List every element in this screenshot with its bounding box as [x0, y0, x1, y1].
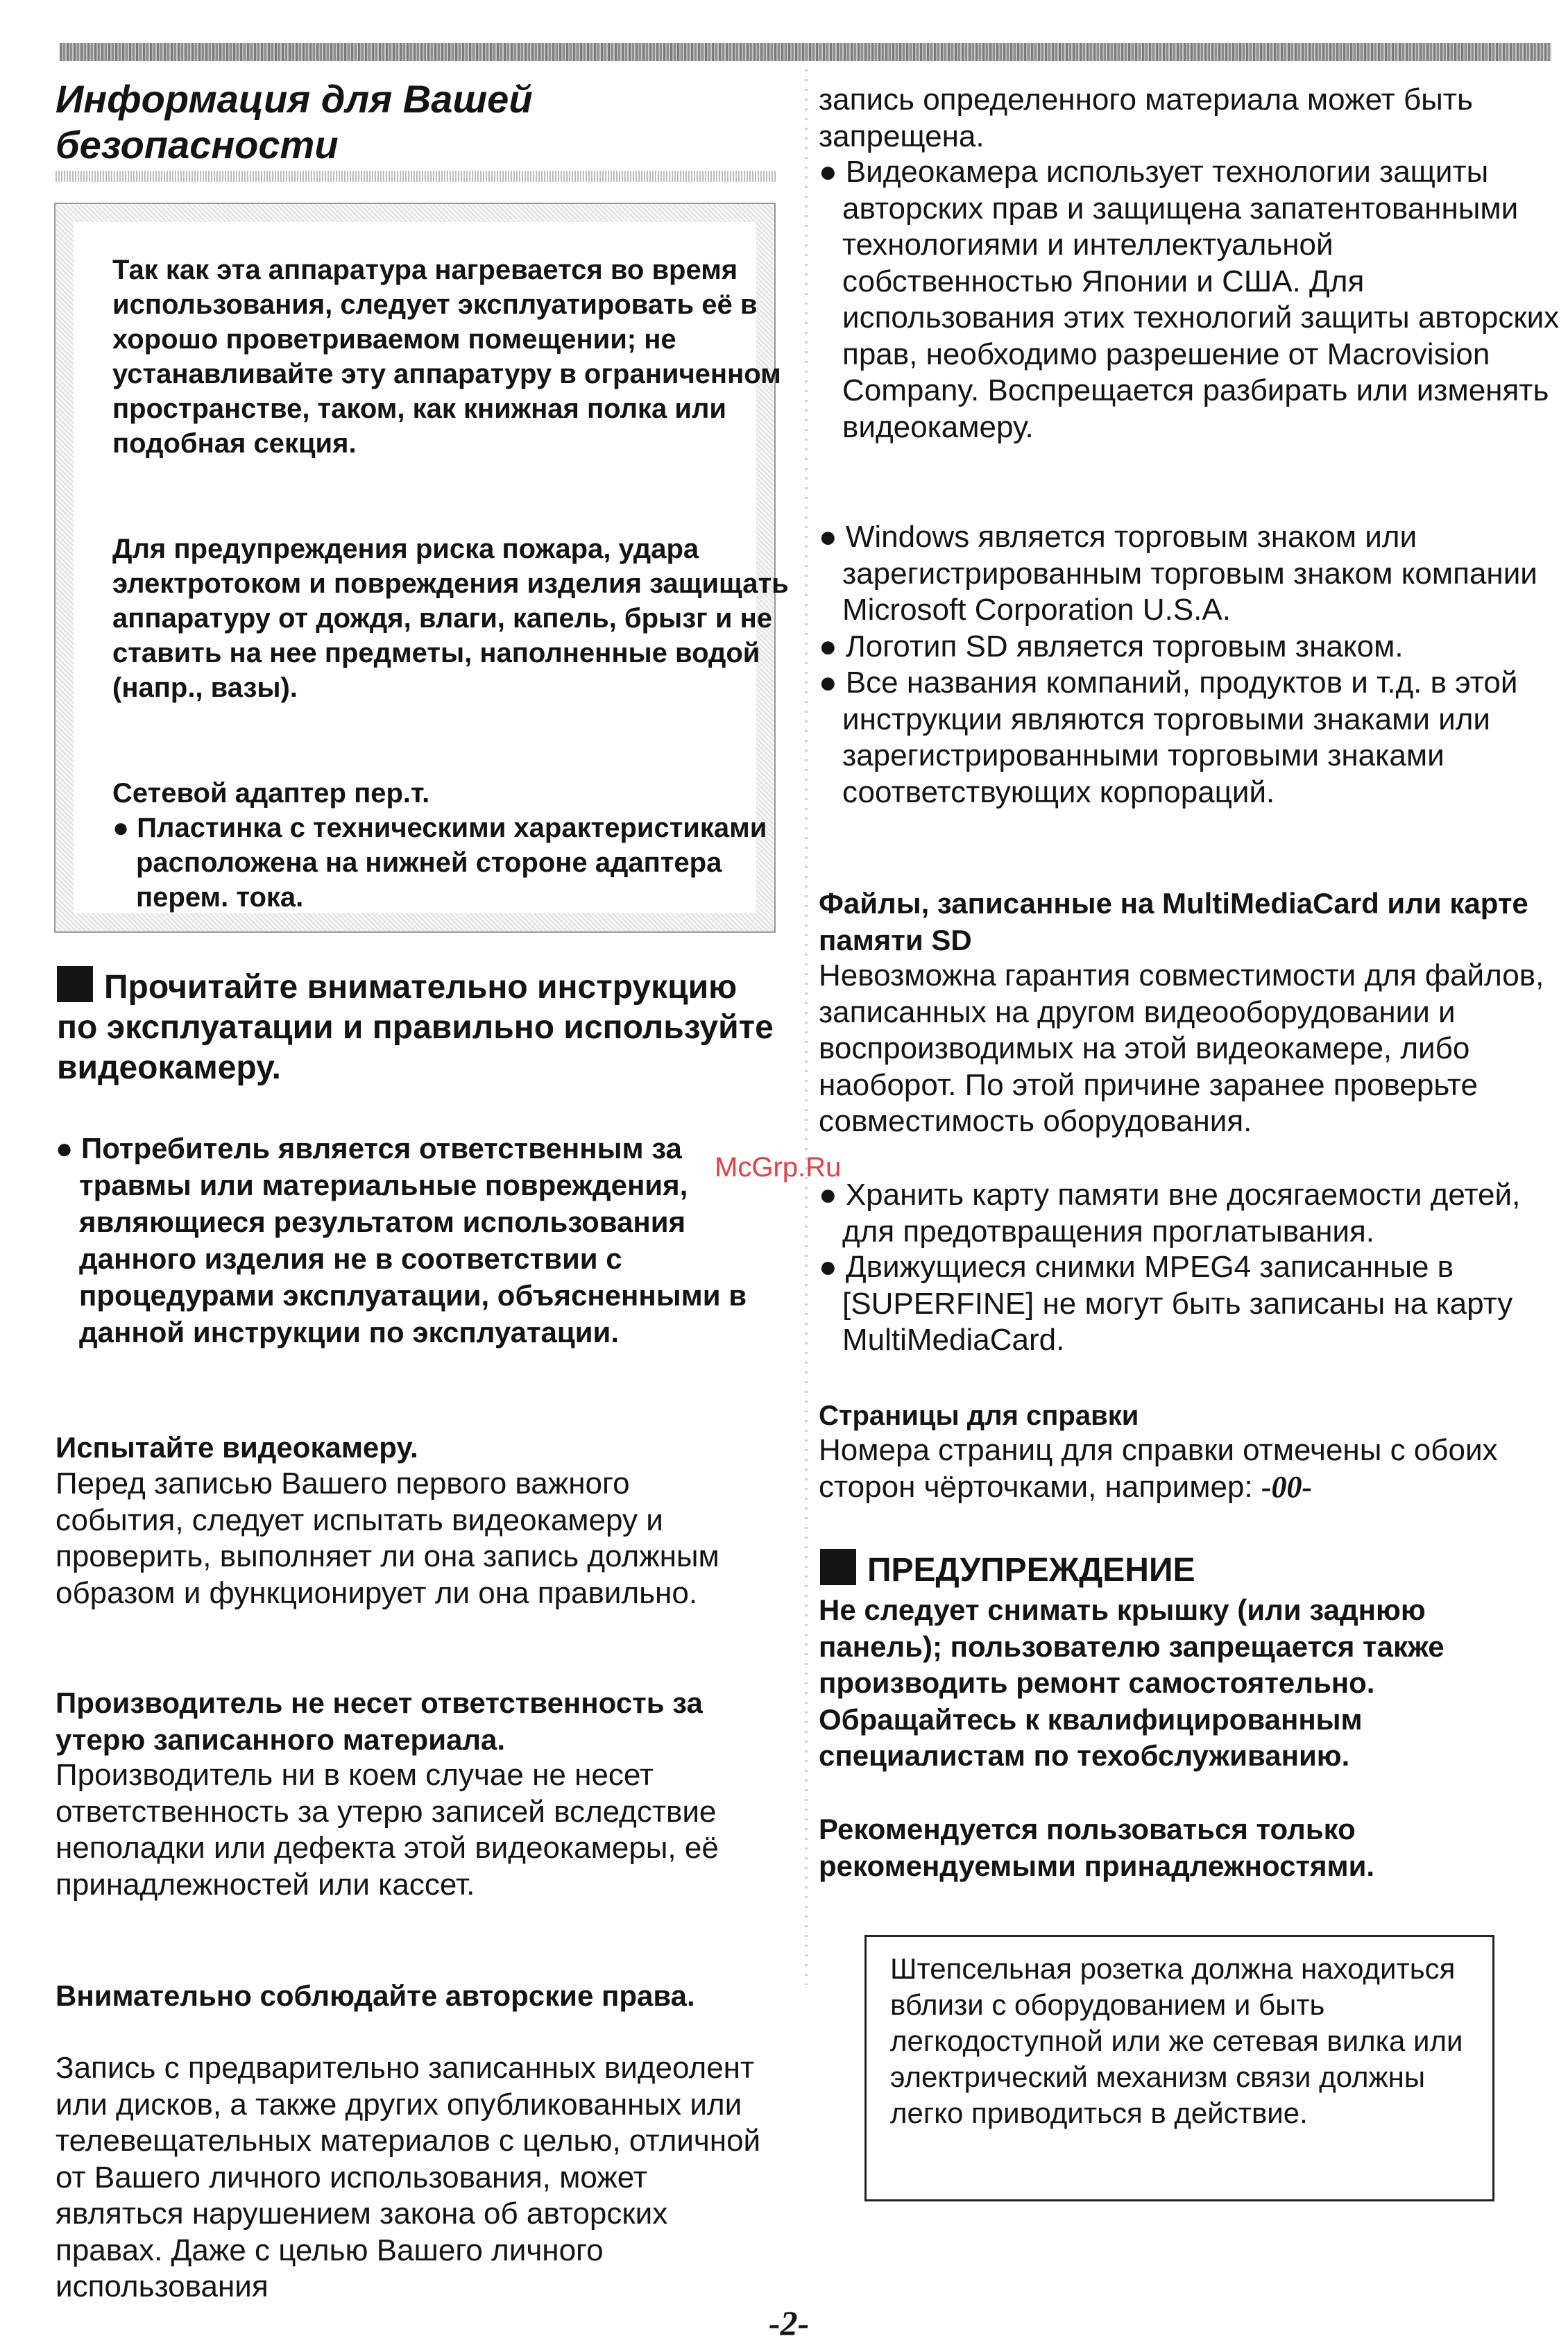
power-socket-text: Штепсельная розетка должна находиться вблизи с оборудованием и быть легкодоступной или же сетевая вилка или электрический механизм связи должны легко приводиться в действие. — [890, 1952, 1463, 2129]
section-title: Информация для Вашей безопасности — [56, 77, 533, 167]
black-square-icon — [57, 966, 93, 1002]
read-instructions-heading: Прочитайте внимательно инструкцию по эксплуатации и правильно используйте видеокамеру. — [57, 966, 778, 1088]
safety-notice-box — [54, 203, 789, 933]
page-number: -2- — [769, 2303, 810, 2342]
adapter-title: Сетевой адаптер пер.т. — [112, 778, 430, 809]
copyright-continued: запись определенного материала может быть запрещена. — [819, 83, 1473, 153]
files-title: Файлы, записанные на MultiMediaCard или карте памяти SD — [819, 887, 1528, 956]
children-bullet: ● Хранить карту памяти вне досягаемости детей, для предотвращения проглатывания. — [819, 1178, 1521, 1249]
copyright-title: Внимательно соблюдайте авторские права. — [56, 1979, 695, 2012]
safety-paragraph-fire: Для предупреждения риска пожара, удара электротоком и повреждения изделия защищать аппаратуру от дождя, влаги, капель, брызг и не ставить на нее предметы, наполненные водой (напр., вазы). — [112, 534, 789, 703]
power-socket-notice — [864, 1935, 1494, 2201]
black-square-icon — [820, 1549, 856, 1585]
reference-title: Страницы для справки — [819, 1401, 1139, 1431]
reference-text: Номера страниц для справки отмечены с обоих сторон чёрточками, например: -00- — [819, 1433, 1498, 1504]
reference-example: -00- — [1261, 1469, 1313, 1504]
adapter-bullet: ● Пластинка с техническими характеристиками расположена на нижней стороне адаптера перем. тока. — [112, 813, 767, 913]
trademarks-bullet: ● Все названия компаний, продуктов и т.д. в этой инструкции являются торговыми знаками или зарегистрированными торговыми знаками соответствующих корпораций. — [819, 666, 1518, 809]
watermark-logo: McGrp.Ru — [715, 1152, 842, 1183]
macrovision-bullet: ● Видеокамера использует технологии защиты авторских прав и защищена запатентованными технологиями и интеллектуальной собственностью Японии и США. Для использования этих технологий защиты авторских прав, необходимо разрешение от Macrovision Company. Воспрещается разбирать или изменять видеокамеру. — [819, 155, 1560, 444]
mpeg4-bullet: ● Движущиеся снимки MPEG4 записанные в [SUPERFINE] не могут быть записаны на карту MultiMediaCard. — [819, 1250, 1513, 1357]
test-text: Перед записью Вашего первого важного события, следует испытать видеокамеру и проверить, выполняет ли она запись должным образом и функционирует ли она правильно. — [56, 1466, 719, 1610]
sd-logo-bullet: ● Логотип SD является торговым знаком. — [819, 629, 1404, 663]
liability-title: Производитель не несет ответственность за утерю записанного материала. — [56, 1686, 703, 1756]
warning-text-accessories: Рекомендуется пользоваться только рекомендуемыми принадлежностями. — [819, 1813, 1375, 1882]
windows-bullet: ● Windows является торговым знаком или зарегистрированным торговым знаком компании Microsoft Corporation U.S.A. — [819, 520, 1537, 627]
title-underline — [56, 171, 777, 182]
column-divider — [805, 69, 808, 1985]
safety-paragraph-heat: Так как эта аппаратура нагревается во время использования, следует эксплуатировать её в хорошо проветриваемом помещении; не устанавливайте эту аппаратуру в ограниченном пространстве, таком, как книжная полка или подобная секция. — [112, 255, 781, 459]
test-title: Испытайте видеокамеру. — [56, 1431, 418, 1464]
warning-heading: ПРЕДУПРЕЖДЕНИЕ — [820, 1549, 1549, 1591]
responsibility-bullet: ● Потребитель является ответственным за травмы или материальные повреждения, являющиеся результатом использования данного изделия не в соответствии с процедурами эксплуатации, объясненными в данной инструкции по эксплуатации. — [56, 1132, 747, 1348]
header-dither-bar — [60, 43, 1551, 61]
warning-text-cover: Не следует снимать крышку (или заднюю панель); пользователю запрещается также производить ремонт самостоятельно. Обращайтесь к квалифицированным специалистам по техобслуживанию. — [819, 1593, 1445, 1772]
files-text: Невозможна гарантия совместимости для файлов, записанных на другом видеооборудовании и воспроизводимых на этой видеокамере, либо наоборот. По этой причине заранее проверьте совместимость оборудования. — [819, 958, 1544, 1138]
copyright-text: Запись с предварительно записанных видеолент или дисков, а также других опубликованных или телевещательных материалов с целью, отличной от Вашего личного использования, может являться нарушением закона об авторских правах. Даже с целью Вашего личного использования — [56, 2051, 761, 2303]
liability-text: Производитель ни в коем случае не несет ответственность за утерю записей вследствие неполадки или дефекта этой видеокамеры, её принадлежностей или кассет. — [56, 1758, 719, 1902]
